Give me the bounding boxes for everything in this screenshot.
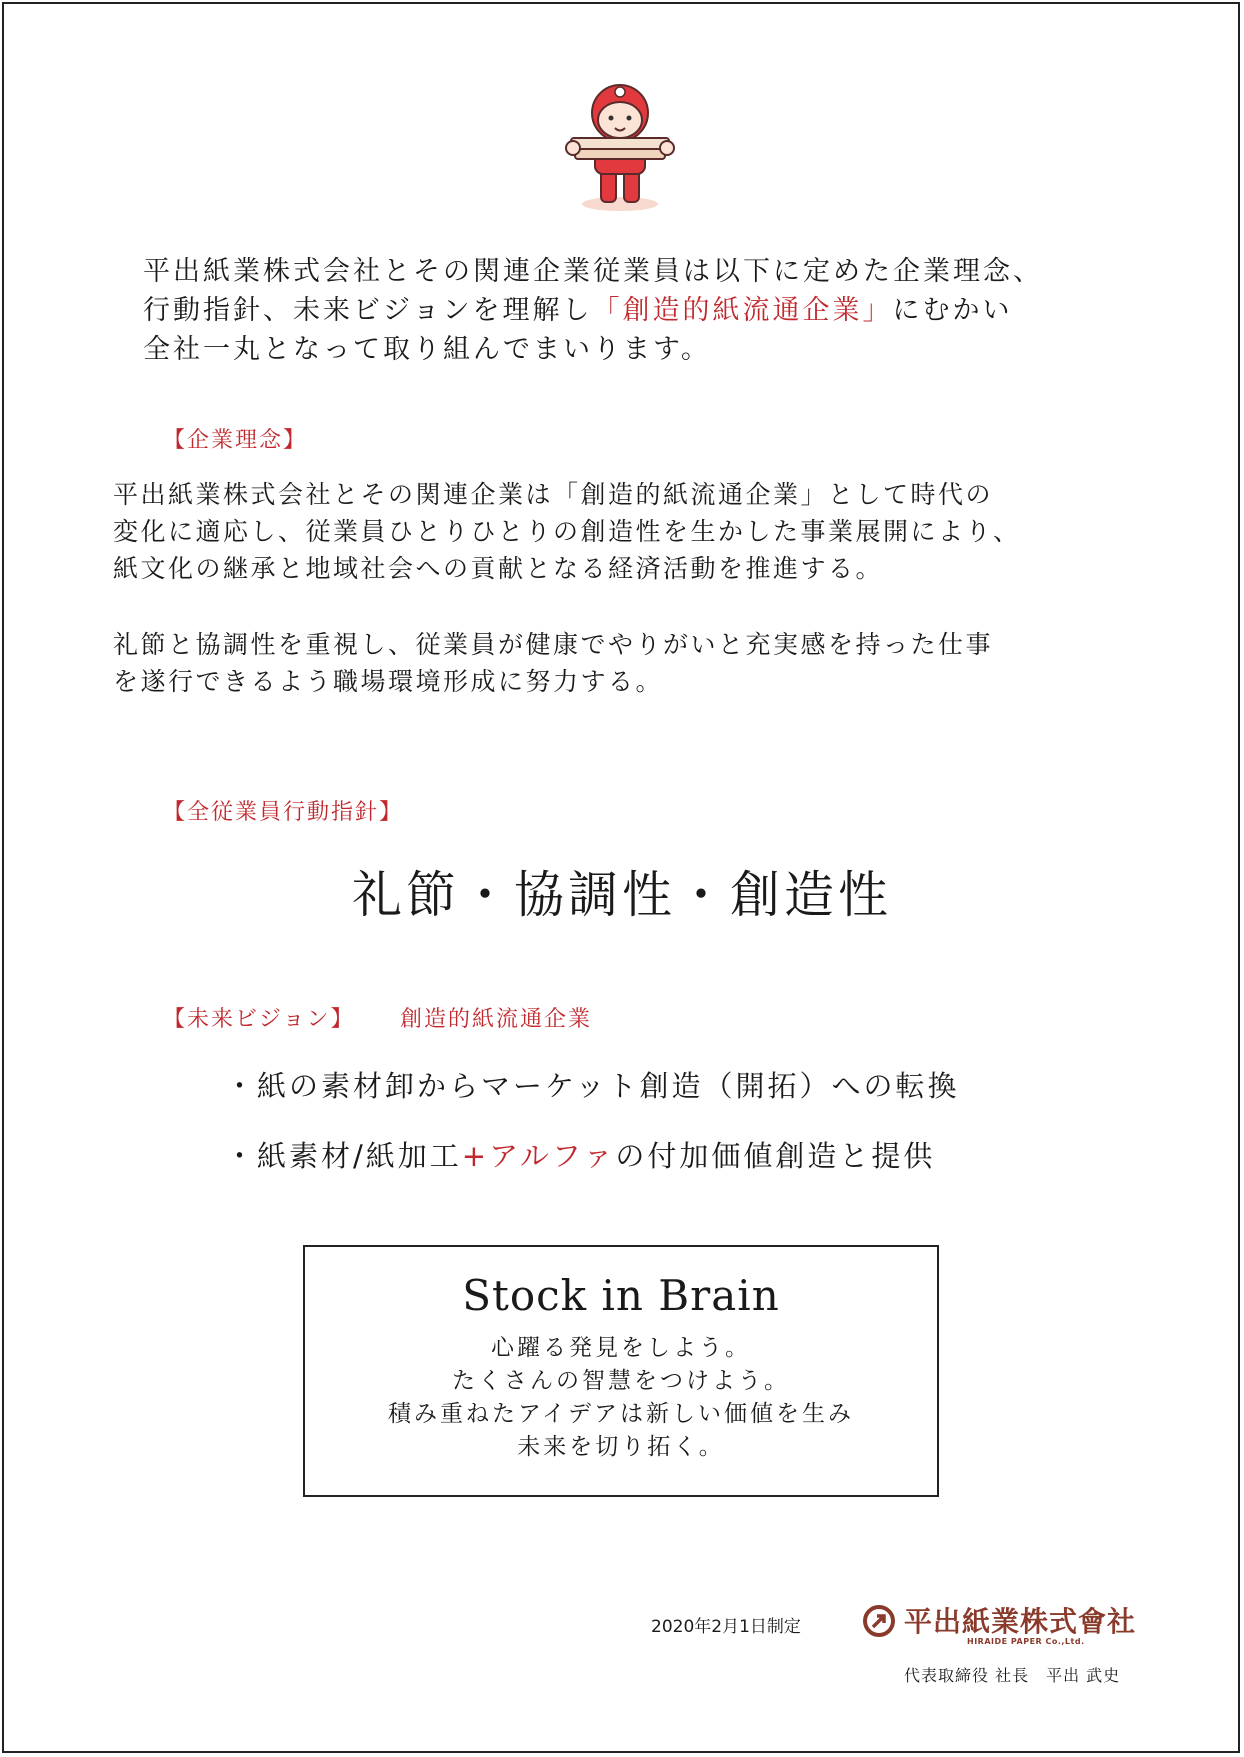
enactment-date: 2020年2月1日制定 [651,1617,801,1637]
stock-in-brain-line: 積み重ねたアイデアは新しい価値を生み [388,1401,854,1427]
philosophy-heading: 【企業理念】 [163,428,308,453]
conduct-motto: 礼節・協調性・創造性 [352,866,892,924]
stock-in-brain-line: 未来を切り拓く。 [517,1434,725,1460]
vision-bullet-2 [225,1134,935,1175]
stock-in-brain-line: たくさんの智慧をつけよう。 [452,1368,790,1394]
intro-line-2 [143,291,1143,330]
philosophy-line: 平出紙業株式会社とその関連企業は「創造的紙流通企業」として時代の [113,480,994,509]
company-logo-english: HIRAIDE PAPER Co.,Ltd. [967,1637,1085,1646]
stock-in-brain-text [305,1332,937,1464]
conduct-heading: 【全従業員行動指針】 [163,800,404,825]
philosophy-line: 紙文化の継承と地域社会への貢献となる経済活動を推進する。 [113,554,884,583]
intro-line-1: 平出紙業株式会社とその関連企業従業員は以下に定めた企業理念、 [143,256,1043,287]
philosophy-line: を遂行できるよう職場環境形成に努力する。 [113,667,664,696]
vision-heading: 【未来ビジョン】 [163,1007,355,1032]
intro-highlight: 「創造的紙流通企業」 [592,295,893,326]
intro-line-2-pre: 行動指針、未来ビジョンを理解し [143,295,593,326]
philosophy-paragraph-2 [113,626,1143,700]
vision-bullet-2-highlight: +アルファ [461,1139,616,1173]
stock-in-brain-title: Stock in Brain [462,1271,780,1320]
intro-statement [143,252,1143,369]
company-logo-name: 平出紙業株式會社 [904,1605,1137,1638]
intro-line-3: 全社一丸となって取り組んでまいります。 [143,334,711,365]
company-logo [862,1600,1152,1650]
stock-in-brain-box [303,1245,939,1497]
company-logo-icon [862,1604,896,1638]
signer-name: 代表取締役 社長 平出 武史 [904,1666,1121,1685]
philosophy-line: 礼節と協調性を重視し、従業員が健康でやりがいと充実感を持った仕事 [113,630,994,659]
stock-in-brain-line: 心躍る発見をしよう。 [491,1335,751,1361]
intro-line-2-post: にむかい [892,295,1013,326]
vision-bullet-1: ・紙の素材卸からマーケット創造（開拓）への転換 [225,1069,960,1103]
philosophy-line: 変化に適応し、従業員ひとりひとりの創造性を生かした事業展開により、 [113,517,1021,546]
vision-subtitle: 創造的紙流通企業 [400,1007,593,1032]
philosophy-paragraph-1 [113,476,1143,587]
mascot-illustration [565,78,675,213]
vision-bullet-2-pre: ・紙素材/紙加工 [225,1139,462,1173]
vision-bullet-2-post: の付加価値創造と提供 [615,1139,936,1173]
